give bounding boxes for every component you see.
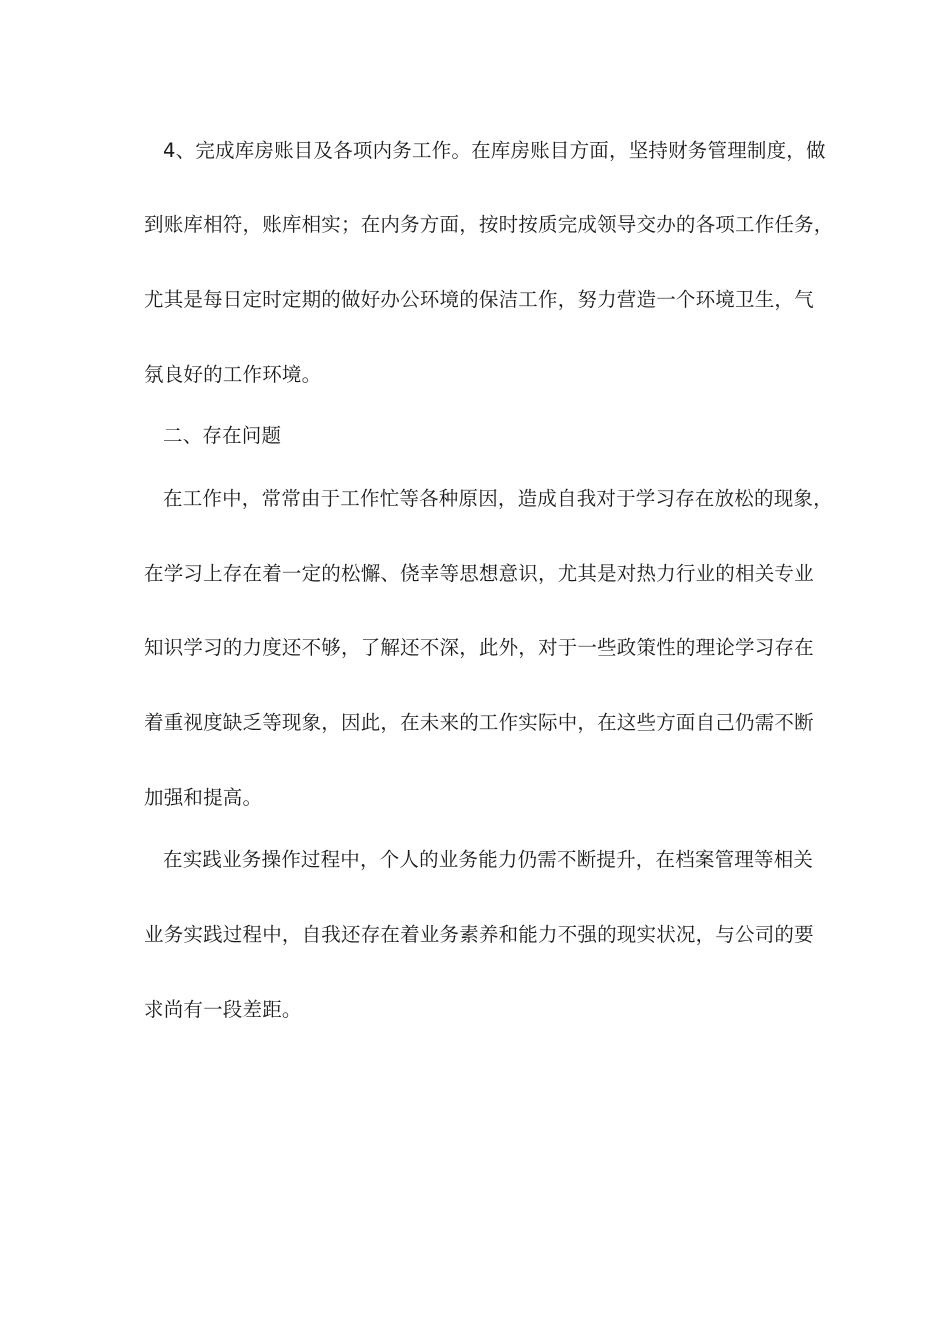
paragraph-2-line-2: 在学习上存在着一定的松懈、侥幸等思想意识，尤其是对热力行业的相关专业 xyxy=(144,562,814,585)
paragraph-3-line-2: 业务实践过程中，自我还存在着业务素养和能力不强的现实状况，与公司的要 xyxy=(144,923,814,946)
paragraph-3-line-3: 求尚有一段差距。 xyxy=(144,998,302,1021)
paragraph-1-line-1: 4、完成库房账目及各项内务工作。在库房账目方面，坚持财务管理制度，做 xyxy=(163,139,826,162)
paragraph-2-line-4: 着重视度缺乏等现象，因此，在未来的工作实际中，在这些方面自己仍需不断 xyxy=(144,711,814,734)
paragraph-1-line-4: 氛良好的工作环境。 xyxy=(144,363,322,386)
paragraph-2-line-3: 知识学习的力度还不够，了解还不深，此外，对于一些政策性的理论学习存在 xyxy=(144,636,814,659)
paragraph-3-line-1: 在实践业务操作过程中，个人的业务能力仍需不断提升，在档案管理等相关 xyxy=(163,848,814,871)
paragraph-1-line-3: 尤其是每日定时定期的做好办公环境的保洁工作，努力营造一个环境卫生，气 xyxy=(144,288,814,311)
paragraph-2-line-1: 在工作中，常常由于工作忙等各种原因，造成自我对于学习存在放松的现象， xyxy=(163,487,833,510)
paragraph-2-line-5: 加强和提高。 xyxy=(144,786,263,809)
section-heading: 二、存在问题 xyxy=(163,424,282,447)
paragraph-1-line-2: 到账库相符，账库相实；在内务方面，按时按质完成领导交办的各项工作任务， xyxy=(144,213,834,236)
